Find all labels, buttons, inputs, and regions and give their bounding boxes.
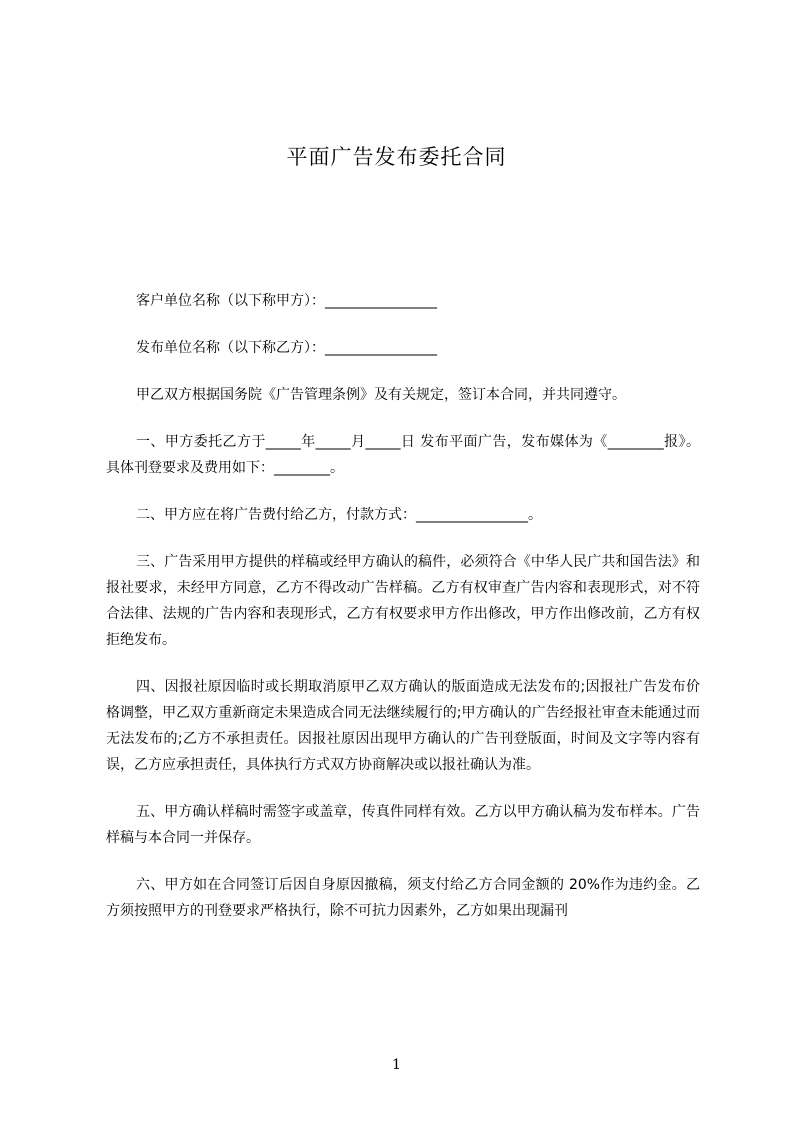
clause-3-paragraph: 三、广告采用甲方提供的样稿或经甲方确认的稿件，必须符合《中华人民广共和国告法》和报社要求，未经甲方同意，乙方不得改动广告样稿。乙方有权审查广告内容和表现形式，对不符合法律、法规的广告内容和表现形式，乙方有权要求甲方作出修改，甲方作出修改前，乙方有权拒绝发布。 [106, 554, 700, 648]
contract-body [106, 288, 700, 945]
preamble-paragraph: 甲乙双方根据国务院《广告管理条例》及有关规定，签订本合同，并共同遵守。 [136, 387, 626, 403]
clause-2-paragraph: 二、甲方应在将广告费付给乙方，付款方式：________________。 [136, 507, 542, 523]
publisher-name-line: 发布单位名称（以下称乙方）：________________ [136, 340, 437, 356]
document-title: 平面广告发布委托合同 [286, 145, 507, 169]
clause-5-paragraph: 五、甲方确认样稿时需签字或盖章，传真件同样有效。乙方以甲方确认稿为发布样本。广告样稿与本合同一并保存。 [106, 804, 700, 846]
client-name-line: 客户单位名称（以下称甲方）：________________ [136, 293, 437, 309]
page-number: 1 [392, 1057, 401, 1073]
clause-6-paragraph: 六、甲方如在合同签订后因自身原因撤稿，须支付给乙方合同金额的 20%作为违约金。乙方须按照甲方的刊登要求严格执行，除不可抗力因素外，乙方如果出现漏刊 [106, 877, 700, 919]
clause-1-paragraph: 一、甲方委托乙方于_____年_____月_____日 发布平面广告，发布媒体为《________报》。具体刊登要求及费用如下：________。 [106, 434, 700, 476]
clause-4-paragraph: 四、因报社原因临时或长期取消原甲乙双方确认的版面造成无法发布的;因报社广告发布价格调整，甲乙双方重新商定未果造成合同无法继续履行的;甲方确认的广告经报社审查未能通过而无法发布的;乙方不承担责任。因报社原因出现甲方确认的广告刊登版面，时间及文字等内容有误，乙方应承担责任，具体执行方式双方协商解决或以报社确认为准。 [106, 679, 700, 773]
